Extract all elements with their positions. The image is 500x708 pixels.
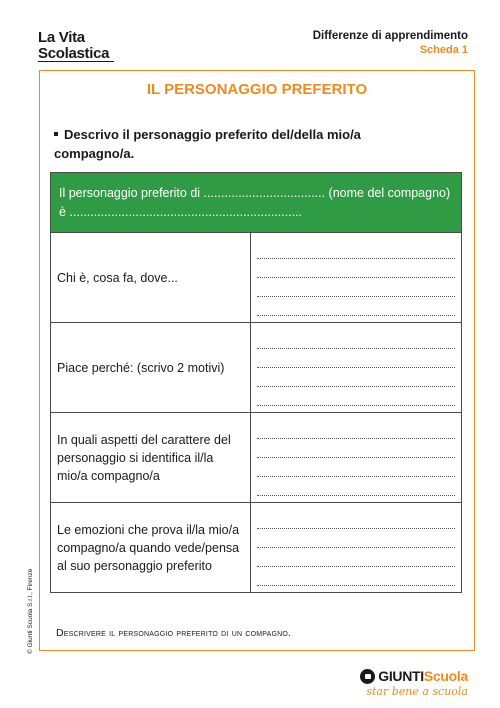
answer-lines[interactable] bbox=[251, 413, 462, 503]
category-label: Differenze di apprendimento bbox=[312, 30, 468, 42]
dotted-line bbox=[257, 368, 455, 387]
footer-note: Descrivere il personaggio preferito di un compagno. bbox=[56, 627, 292, 639]
row-label: Chi è, cosa fa, dove... bbox=[51, 233, 251, 323]
dotted-line bbox=[257, 240, 455, 259]
giunti-logo-icon bbox=[360, 669, 375, 684]
worksheet-frame bbox=[39, 70, 475, 651]
copyright-notice: © Giunti Scuola S.r.l., Firenze bbox=[27, 568, 34, 654]
table-row bbox=[51, 503, 462, 593]
dotted-line bbox=[257, 420, 455, 439]
logo-line-1: La Vita bbox=[38, 29, 85, 46]
worksheet-title: IL PERSONAGGIO PREFERITO bbox=[146, 81, 368, 98]
logo-line-2: Scolastica bbox=[38, 45, 110, 62]
row-label: In quali aspetti del carattere del personaggio si identifica il/la mio/a compagno/a bbox=[51, 413, 251, 503]
dotted-line bbox=[257, 529, 455, 548]
magazine-logo bbox=[38, 30, 114, 62]
brand-name-1: GIUNTI bbox=[378, 668, 424, 684]
dotted-line bbox=[257, 259, 455, 278]
instruction-text: Descrivo il personaggio preferito del/della mio/a compagno/a. bbox=[54, 127, 361, 161]
bullet-icon bbox=[54, 132, 58, 136]
instruction bbox=[54, 125, 444, 163]
dotted-line bbox=[257, 297, 455, 316]
favorite-character-field[interactable]: Il personaggio preferito di ................................... (nome del compagno) è ................................................................... bbox=[51, 173, 462, 233]
row-label: Piace perché: (scrivo 2 motivi) bbox=[51, 323, 251, 413]
sheet-number: Scheda 1 bbox=[419, 44, 468, 56]
table-row bbox=[51, 233, 462, 323]
dotted-line bbox=[257, 548, 455, 567]
answer-lines[interactable] bbox=[251, 323, 462, 413]
table-row-header bbox=[51, 173, 462, 233]
dotted-line bbox=[257, 477, 455, 496]
brand-tagline: star bene a scuola bbox=[366, 685, 468, 698]
table-row bbox=[51, 323, 462, 413]
publisher-logo bbox=[360, 668, 468, 698]
dotted-line bbox=[257, 439, 455, 458]
dotted-line bbox=[257, 278, 455, 297]
row-label: Le emozioni che prova il/la mio/a compagno/a quando vede/pensa al suo personaggio preferito bbox=[51, 503, 251, 593]
dotted-line bbox=[257, 330, 455, 349]
worksheet-table bbox=[50, 172, 462, 593]
dotted-line bbox=[257, 567, 455, 586]
dotted-line bbox=[257, 510, 455, 529]
dotted-line bbox=[257, 349, 455, 368]
dotted-line bbox=[257, 458, 455, 477]
table-row bbox=[51, 413, 462, 503]
brand-name-2: Scuola bbox=[423, 668, 468, 684]
dotted-line bbox=[257, 387, 455, 406]
answer-lines[interactable] bbox=[251, 503, 462, 593]
answer-lines[interactable] bbox=[251, 233, 462, 323]
sheet-header bbox=[313, 30, 468, 56]
